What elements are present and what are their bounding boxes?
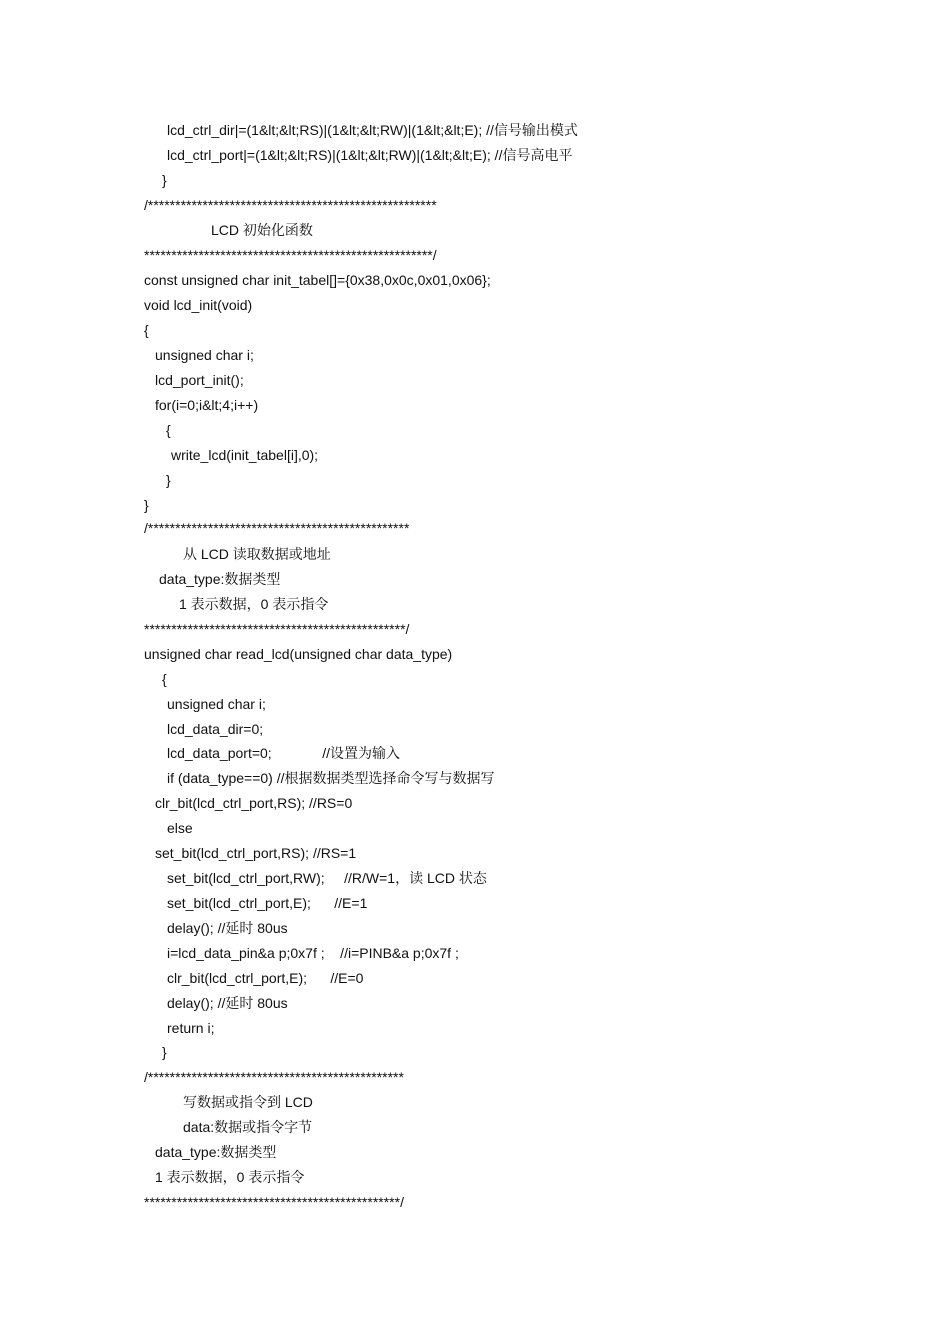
- code-line: delay(); //延时 80us: [167, 920, 288, 936]
- code-line: lcd_data_port=0; //设置为输入: [167, 745, 401, 761]
- code-line: else: [167, 820, 193, 836]
- comment-border: ***********************************************/: [144, 1194, 404, 1210]
- code-line: {: [144, 322, 149, 338]
- code-line: lcd_ctrl_dir|=(1&lt;&lt;RS)|(1&lt;&lt;RW)|(1&lt;&lt;E); //信号输出模式: [167, 122, 578, 138]
- comment-line: data_type:数据类型: [159, 571, 281, 587]
- code-line: }: [162, 172, 167, 188]
- comment-line: data:数据或指令字节: [183, 1119, 313, 1135]
- code-line: unsigned char i;: [155, 347, 254, 363]
- code-line: clr_bit(lcd_ctrl_port,RS); //RS=0: [155, 795, 353, 811]
- code-line: lcd_port_init();: [155, 372, 244, 388]
- code-line: }: [144, 497, 149, 513]
- section-title: LCD 初始化函数: [211, 222, 313, 238]
- section-title: 从 LCD 读取数据或地址: [183, 546, 331, 562]
- code-line: }: [162, 1044, 167, 1060]
- comment-border: *****************************************************/: [144, 247, 437, 263]
- comment-border: ************************************************/: [144, 621, 410, 637]
- code-line: set_bit(lcd_ctrl_port,RS); //RS=1: [155, 845, 357, 861]
- comment-border: /***********************************************: [144, 1069, 404, 1085]
- code-line: set_bit(lcd_ctrl_port,E); //E=1: [167, 895, 368, 911]
- code-line: set_bit(lcd_ctrl_port,RW); //R/W=1，读 LCD 状态: [167, 870, 487, 886]
- code-line: lcd_ctrl_port|=(1&lt;&lt;RS)|(1&lt;&lt;RW)|(1&lt;&lt;E); //信号高电平: [167, 147, 573, 163]
- code-line: write_lcd(init_tabel[i],0);: [171, 447, 319, 463]
- comment-line: 1 表示数据，0 表示指令: [179, 596, 329, 612]
- section-title: 写数据或指令到 LCD: [183, 1094, 313, 1110]
- code-line: if (data_type==0) //根据数据类型选择命令写与数据写: [167, 770, 495, 786]
- code-line: clr_bit(lcd_ctrl_port,E); //E=0: [167, 970, 364, 986]
- code-line: for(i=0;i&lt;4;i++): [155, 397, 259, 413]
- code-line: return i;: [167, 1020, 215, 1036]
- comment-border: /************************************************: [144, 520, 410, 536]
- code-line: unsigned char i;: [167, 696, 266, 712]
- code-line: void lcd_init(void): [144, 297, 253, 313]
- code-line: delay(); //延时 80us: [167, 995, 288, 1011]
- code-line: }: [166, 472, 171, 488]
- code-line: lcd_data_dir=0;: [167, 721, 264, 737]
- code-line: {: [162, 671, 167, 687]
- code-line: {: [166, 422, 171, 438]
- code-line: i=lcd_data_pin&a p;0x7f ; //i=PINB&a p;0x7f ;: [167, 945, 459, 961]
- code-line: const unsigned char init_tabel[]={0x38,0x0c,0x01,0x06};: [144, 272, 491, 288]
- code-line: unsigned char read_lcd(unsigned char data_type): [144, 646, 453, 662]
- comment-border: /*****************************************************: [144, 197, 437, 213]
- comment-line: 1 表示数据，0 表示指令: [155, 1169, 305, 1185]
- comment-line: data_type:数据类型: [155, 1144, 277, 1160]
